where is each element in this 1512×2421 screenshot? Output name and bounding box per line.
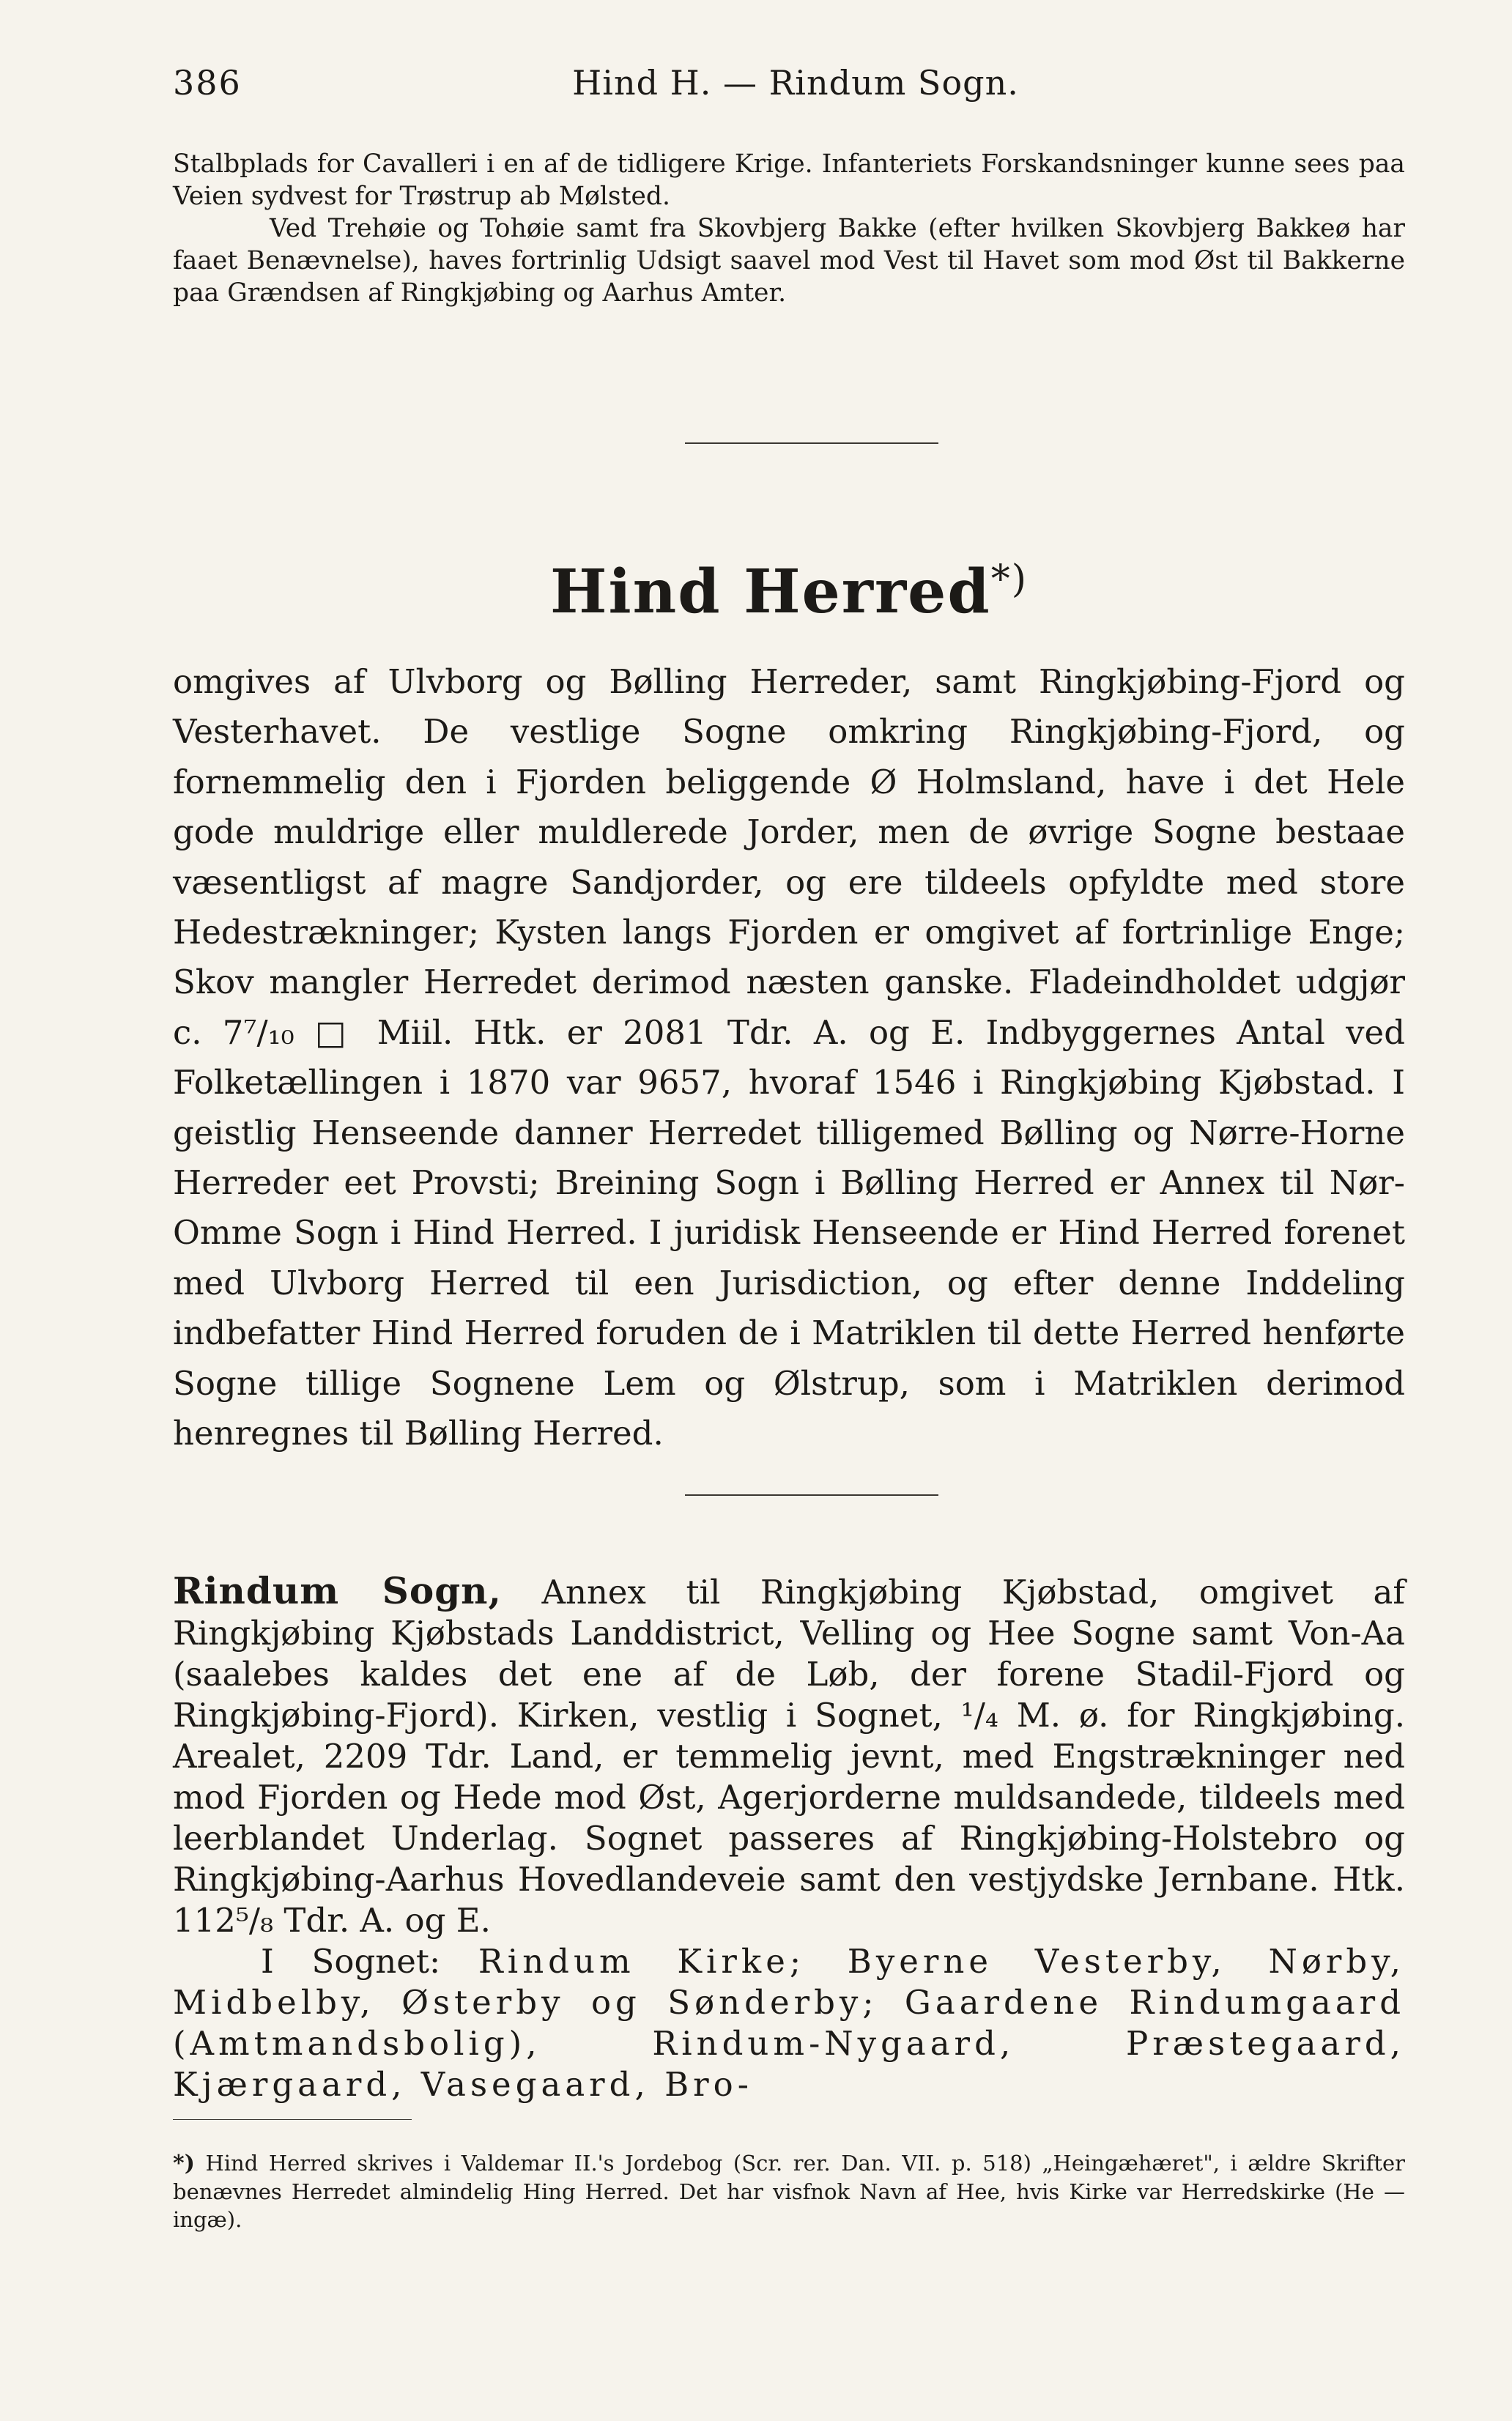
section-paragraph: omgives af Ulvborg og Bølling Herreder, samt Ringkjøbing-Fjord og Vesterhavet. De vestlige Sogne omkring Ringkjøbing-Fjord, og fornemmelig den i Fjorden beliggende Ø Holmsland, have i det Hele gode muldrige eller muldlerede Jorder, men de øvrige Sogne bestaae væsentligst af magre Sandjorder, og ere tildeels opfyldte med store Hedestrækninger; Kysten langs Fjorden er omgivet af fortrinlige Enge; Skov mangler Herredet derimod næsten ganske. Fladeindholdet udgjør c. 7⁷/₁₀ □ Miil. Htk. er 2081 Tdr. A. og E. Indbyggernes Antal ved Folketællingen i 1870 var 9657, hvoraf 1546 i Ringkjøbing Kjøbstad. I geistlig Henseende danner Herredet tilligemed Bølling og Nørre-Horne Herreder eet Provsti; Breining Sogn i Bølling Herred er Annex til Nør-Omme Sogn i Hind Herred. I juridisk Henseende er Hind Herred forenet med Ulvborg Herred til een Jurisdiction, og efter denne Inddeling indbefatter Hind Herred foruden de i Matriklen til dette Herred henførte Sogne tillige Sognene Lem og Ølstrup, som i Matriklen derimod henregnes til Bølling Herred. bbox=[173, 662, 1405, 1453]
section-divider-top bbox=[685, 442, 938, 444]
page-number: 386 bbox=[173, 63, 242, 103]
rindum-entry bbox=[173, 1571, 1405, 2105]
rindum-lead: Rindum Sogn, bbox=[173, 1569, 502, 1612]
rindum-paragraph-2-intro: I Sognet: bbox=[261, 1942, 441, 1981]
footnote-reference[interactable]: *) bbox=[990, 557, 1028, 601]
footnote-divider bbox=[173, 2119, 412, 2120]
section-body bbox=[173, 657, 1405, 1459]
footnote bbox=[173, 2149, 1405, 2233]
section-heading bbox=[173, 557, 1405, 627]
footnote-marker: *) bbox=[173, 2151, 195, 2176]
carryover-text bbox=[173, 148, 1405, 309]
footnote-text: Hind Herred skrives i Valdemar II.'s Jordebog (Scr. rer. Dan. VII. p. 518) „Heingæhæret", i ældre Skrifter benævnes Herredet almindelig Hing Herred. Det har visfnok Navn af Hee, hvis Kirke var Herredskirke (He — ingæ). bbox=[173, 2151, 1406, 2232]
rindum-paragraph-2-places: Rindum Kirke; Byerne Vesterby, Nørby, Midbelby, Østerby og Sønderby; Gaardene Rindumgaard (Amtmandsbolig), Rindum-Nygaard, Præstegaard, Kjærgaard, Vasegaard, Bro- bbox=[173, 1942, 1405, 2104]
carryover-paragraph-2: Ved Trehøie og Tohøie samt fra Skovbjerg Bakke (efter hvilken Skovbjerg Bakkeø har faaet Benævnelse), haves fortrinlig Udsigt saavel mod Vest til Havet som mod Øst til Bakkerne paa Grændsen af Ringkjøbing og Aarhus Amter. bbox=[173, 214, 1405, 308]
rindum-paragraph-1-text: Annex til Ringkjøbing Kjøbstad, omgivet af Ringkjøbing Kjøbstads Landdistrict, Velling og Hee Sogne samt Von-Aa (saalebes kaldes det ene af de Løb, der forene Stadil-Fjord og Ringkjøbing-Fjord). Kirken, vestlig i Sognet, ¹/₄ M. ø. for Ringkjøbing. Arealet, 2209 Tdr. Land, er temmelig jevnt, med Engstrækninger ned mod Fjorden og Hede mod Øst, Agerjorderne muldsandede, tildeels med leerblandet Underlag. Sognet passeres af Ringkjøbing-Holstebro og Ringkjøbing-Aarhus Hovedlandeveie samt den vestjydske Jernbane. Htk. 112⁵/₈ Tdr. A. og E. bbox=[173, 1573, 1405, 1940]
page-header bbox=[173, 57, 1418, 108]
footnote-paragraph bbox=[173, 2149, 1405, 2233]
section-heading-text: Hind Herred bbox=[550, 557, 991, 627]
rindum-paragraph-2 bbox=[173, 1941, 1405, 2105]
running-title: Hind H. — Rindum Sogn. bbox=[572, 63, 1019, 103]
carryover-paragraph-1: Stalbplads for Cavalleri i en af de tidligere Krige. Infanteriets Forskandsninger kunne sees paa Veien sydvest for Trøstrup ab Mølsted. bbox=[173, 149, 1405, 211]
rindum-paragraph-1 bbox=[173, 1571, 1405, 1941]
section-divider-middle bbox=[685, 1494, 938, 1496]
